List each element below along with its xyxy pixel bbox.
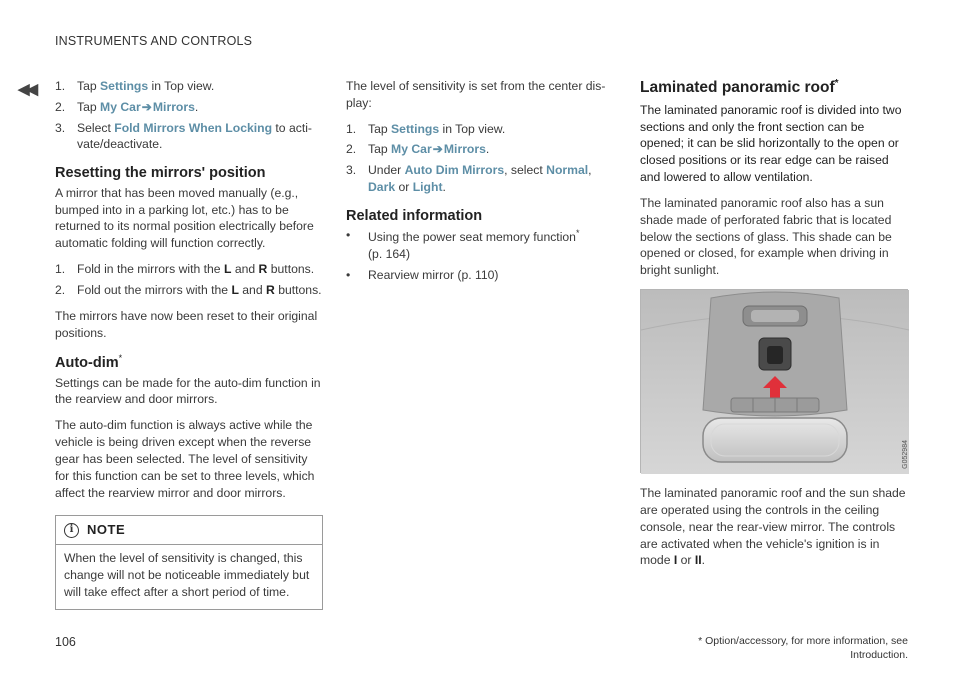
step-number: 1. xyxy=(55,262,66,277)
section-heading-autodim: Auto-dim* xyxy=(55,353,123,372)
paragraph: The auto-dim function is always active while the vehicle is being driven except when the reverse gear has been selected. The level of sensitivity for this function can be set to three levels, which affect the rearview mirror and door mirrors. xyxy=(55,418,315,500)
ceiling-console-illustration xyxy=(640,289,908,473)
step-number: 3. xyxy=(346,163,357,178)
column-left xyxy=(55,78,323,610)
column-middle xyxy=(346,78,608,288)
ui-term: Auto Dim Mirrors xyxy=(404,163,505,178)
related-link-item[interactable] xyxy=(346,227,608,263)
section-heading-related: Related information xyxy=(346,207,483,224)
step-text: Select Fold Mirrors When Locking to acti-vate/deactivate. xyxy=(77,120,312,152)
lead-paragraph: The laminated panoramic roof is divided into two sections and only the front section can be opened; it can be slid horizontally to the open or closed positions or its rear edge can be raised and lowered to allow ventilation. xyxy=(640,102,902,185)
step-text: Tap My Car➔Mirrors. xyxy=(77,99,199,114)
step-item xyxy=(55,78,323,95)
step-item xyxy=(346,162,608,196)
ui-term: Settings xyxy=(100,79,149,93)
ceiling-console-drawing xyxy=(641,290,909,474)
ui-term: Settings xyxy=(391,121,440,136)
ui-term: Mirrors xyxy=(152,99,195,114)
paragraph: Settings can be made for the auto-dim function in the rearview and door mirrors. xyxy=(55,375,321,407)
step-number: 3. xyxy=(55,120,66,135)
ui-term: Normal xyxy=(546,163,589,178)
related-link-item[interactable] xyxy=(346,267,608,284)
bullet-dot: • xyxy=(346,228,351,243)
step-number: 1. xyxy=(55,79,66,93)
step-number: 2. xyxy=(55,99,66,114)
step-item xyxy=(346,121,608,138)
step-number: 2. xyxy=(55,282,66,297)
related-link-text[interactable]: Using the power seat memory function* (p. 164) xyxy=(368,228,580,262)
paragraph: The mirrors have now been reset to their original positions. xyxy=(55,308,318,340)
paragraph: The laminated panoramic roof and the sun shade are operated using the controls in the ceiling console, near the rear-view mirror. The controls are activated when the vehicle's ignition is in mode I or II. xyxy=(640,486,906,568)
step-text: Tap My Car➔Mirrors. xyxy=(368,142,490,157)
step-number: 1. xyxy=(346,121,357,136)
ui-term: Mirrors xyxy=(443,142,486,157)
bullet-dot: • xyxy=(346,268,351,283)
note-box xyxy=(55,515,323,609)
step-item xyxy=(55,99,323,116)
step-item xyxy=(346,141,608,158)
arrow-right-icon: ➔ xyxy=(432,142,443,157)
info-icon: i xyxy=(64,523,79,538)
ui-term: My Car xyxy=(391,142,432,157)
note-title: NOTE xyxy=(87,522,126,538)
step-item xyxy=(55,261,323,278)
paragraph: The level of sensitivity is set from the center dis-play: xyxy=(346,79,606,110)
previous-page-marker[interactable]: ◀◀ xyxy=(18,81,36,98)
ui-term: My Car xyxy=(100,99,141,114)
column-right xyxy=(640,78,908,578)
step-text: Under Auto Dim Mirrors, select Normal, Dark or Light. xyxy=(368,163,592,195)
step-item xyxy=(55,120,323,154)
page-header-title: INSTRUMENTS AND CONTROLS xyxy=(55,34,253,48)
step-text: Fold out the mirrors with the L and R buttons. xyxy=(77,282,322,297)
page-number: 106 xyxy=(55,635,76,649)
arrow-right-icon: ➔ xyxy=(141,99,152,114)
ui-term: Fold Mirrors When Locking xyxy=(114,120,273,135)
paragraph: The laminated panoramic roof also has a sun shade made of perforated fabric that is located below the sections of glass. This shade can be opened or closed, for example when driving in bright sunlight. xyxy=(640,195,892,278)
step-text: Fold in the mirrors with the L and R buttons. xyxy=(77,262,315,277)
step-item xyxy=(55,282,323,299)
related-link-text[interactable]: Rearview mirror (p. 110) xyxy=(368,268,499,283)
section-heading-roof: Laminated panoramic roof* xyxy=(640,78,839,97)
ui-term: Dark xyxy=(368,180,396,195)
step-text: Tap Settings in Top view. xyxy=(77,79,215,93)
step-text: Tap Settings in Top view. xyxy=(368,121,506,136)
note-header xyxy=(56,516,322,545)
footer-footnote: * Option/accessory, for more information, see Introduction. xyxy=(698,635,908,662)
step-number: 2. xyxy=(346,142,357,157)
paragraph: A mirror that has been moved manually (e.g., bumped into in a parking lot, etc.) has to be returned to its normal position electrically before automatic folding will function correctly. xyxy=(55,185,314,251)
note-body: When the level of sensitivity is changed, this change will not be noticeable immediately but will take effect after a short period of time. xyxy=(64,551,310,599)
figure-code: G052984 xyxy=(902,440,909,469)
section-heading-reset: Resetting the mirrors' position xyxy=(55,165,266,182)
ui-term: Light xyxy=(412,180,443,195)
